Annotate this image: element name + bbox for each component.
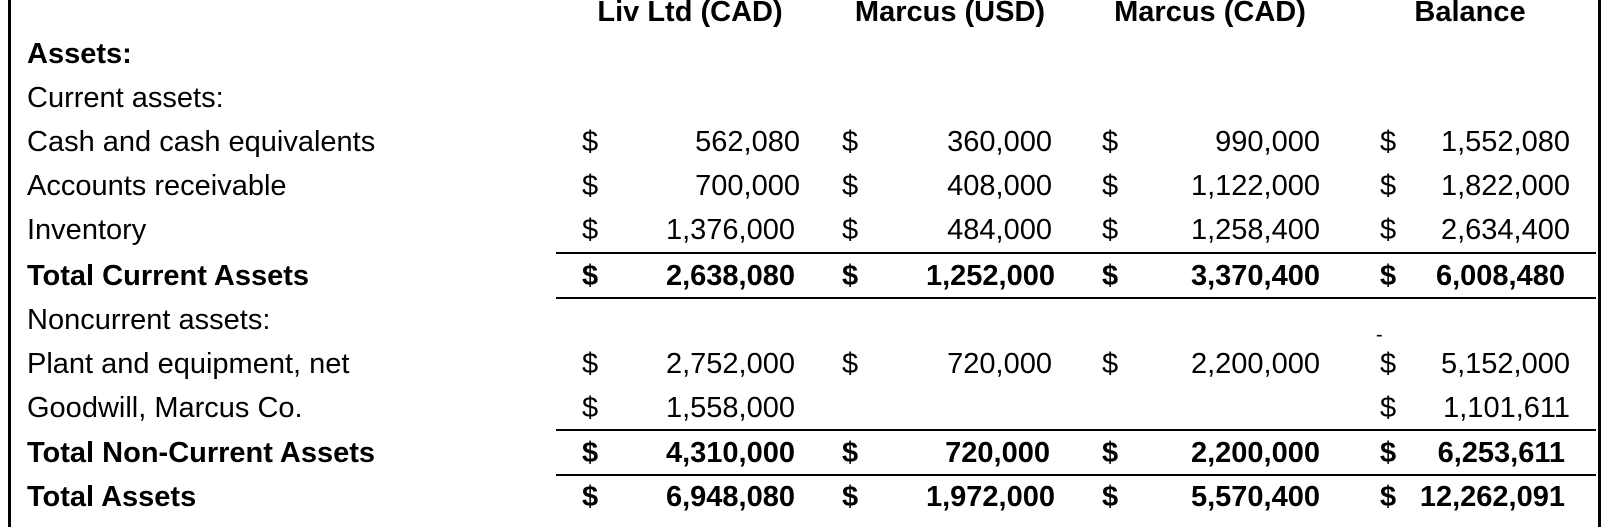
- section-label: Assets:: [27, 38, 132, 70]
- row-label: Plant and equipment, net: [27, 348, 350, 380]
- cell-balance: 1,552,080: [1440, 126, 1570, 158]
- cell-liv-ltd: 700,000: [695, 170, 800, 202]
- currency-symbol: $: [582, 348, 599, 380]
- cell-marcus-usd: 1,252,000: [925, 260, 1055, 292]
- currency-symbol: $: [582, 392, 599, 424]
- currency-symbol: $: [582, 481, 599, 513]
- cell-marcus-usd: 720,000: [947, 348, 1052, 380]
- row-label: Cash and cash equivalents: [27, 126, 376, 158]
- currency-symbol: $: [1380, 392, 1397, 424]
- currency-symbol: $: [842, 126, 859, 158]
- cell-liv-ltd: 6,948,080: [665, 481, 795, 513]
- header-marcus-cad: Marcus (CAD): [1114, 0, 1306, 28]
- currency-symbol: $: [1380, 348, 1397, 380]
- currency-symbol: $: [1380, 214, 1397, 246]
- cell-balance: 12,262,091: [1419, 481, 1565, 513]
- table-row: [0, 342, 1614, 386]
- table-row: [0, 120, 1614, 164]
- row-label: Goodwill, Marcus Co.: [27, 392, 303, 424]
- cell-marcus-usd: 484,000: [947, 214, 1052, 246]
- row-label: Accounts receivable: [27, 170, 287, 202]
- currency-symbol: $: [1102, 214, 1119, 246]
- cell-marcus-cad: 1,258,400: [1190, 214, 1320, 246]
- currency-symbol: $: [842, 437, 859, 469]
- grand-total-row: [0, 475, 1614, 519]
- row-label: Total Non-Current Assets: [27, 437, 376, 469]
- table-row: [0, 164, 1614, 208]
- currency-symbol: $: [1380, 437, 1397, 469]
- balance-dash-marker: -: [1376, 324, 1383, 346]
- cell-marcus-cad: 990,000: [1215, 126, 1320, 158]
- cell-marcus-cad: 2,200,000: [1190, 437, 1320, 469]
- cell-liv-ltd: 2,752,000: [665, 348, 795, 380]
- section-label: Noncurrent assets:: [27, 304, 271, 336]
- section-current-assets: [0, 76, 1614, 120]
- cell-marcus-cad: 1,122,000: [1190, 170, 1320, 202]
- currency-symbol: $: [1102, 437, 1119, 469]
- currency-symbol: $: [1380, 126, 1397, 158]
- row-label: Inventory: [27, 214, 147, 246]
- currency-symbol: $: [582, 170, 599, 202]
- cell-balance: 6,008,480: [1435, 260, 1565, 292]
- currency-symbol: $: [842, 481, 859, 513]
- cell-marcus-usd: 1,972,000: [925, 481, 1055, 513]
- currency-symbol: $: [842, 260, 859, 292]
- section-noncurrent-assets: [0, 298, 1614, 342]
- cell-marcus-usd: 720,000: [945, 437, 1050, 469]
- currency-symbol: $: [1380, 170, 1397, 202]
- cell-balance: 1,822,000: [1440, 170, 1570, 202]
- total-row: [0, 431, 1614, 475]
- cell-liv-ltd: 1,376,000: [665, 214, 795, 246]
- header-liv-ltd-cad: Liv Ltd (CAD): [597, 0, 783, 28]
- currency-symbol: $: [1102, 348, 1119, 380]
- header-marcus-usd: Marcus (USD): [854, 0, 1046, 28]
- cell-liv-ltd: 1,558,000: [665, 392, 795, 424]
- table-row: [0, 386, 1614, 430]
- total-row: [0, 254, 1614, 298]
- currency-symbol: $: [582, 126, 599, 158]
- cell-balance: 1,101,611: [1443, 392, 1570, 424]
- cell-marcus-usd: 360,000: [947, 126, 1052, 158]
- currency-symbol: $: [842, 348, 859, 380]
- cell-balance: 2,634,400: [1440, 214, 1570, 246]
- currency-symbol: $: [1380, 481, 1397, 513]
- cell-marcus-cad: 2,200,000: [1190, 348, 1320, 380]
- currency-symbol: $: [1102, 126, 1119, 158]
- currency-symbol: $: [582, 260, 599, 292]
- section-assets: [0, 32, 1614, 76]
- cell-balance: 6,253,611: [1437, 437, 1565, 469]
- cell-marcus-cad: 5,570,400: [1190, 481, 1320, 513]
- currency-symbol: $: [1102, 481, 1119, 513]
- row-label: Total Current Assets: [27, 260, 309, 292]
- currency-symbol: $: [1102, 260, 1119, 292]
- currency-symbol: $: [842, 170, 859, 202]
- cell-liv-ltd: 562,080: [695, 126, 800, 158]
- row-label: Total Assets: [27, 481, 197, 513]
- cell-marcus-usd: 408,000: [947, 170, 1052, 202]
- cell-liv-ltd: 4,310,000: [665, 437, 795, 469]
- table-row: [0, 208, 1614, 252]
- currency-symbol: $: [582, 214, 599, 246]
- cell-marcus-cad: 3,370,400: [1190, 260, 1320, 292]
- section-label: Current assets:: [27, 82, 224, 114]
- currency-symbol: $: [1102, 170, 1119, 202]
- header-balance: Balance: [1414, 0, 1526, 28]
- cell-liv-ltd: 2,638,080: [665, 260, 795, 292]
- currency-symbol: $: [582, 437, 599, 469]
- cell-balance: 5,152,000: [1440, 348, 1570, 380]
- currency-symbol: $: [842, 214, 859, 246]
- currency-symbol: $: [1380, 260, 1397, 292]
